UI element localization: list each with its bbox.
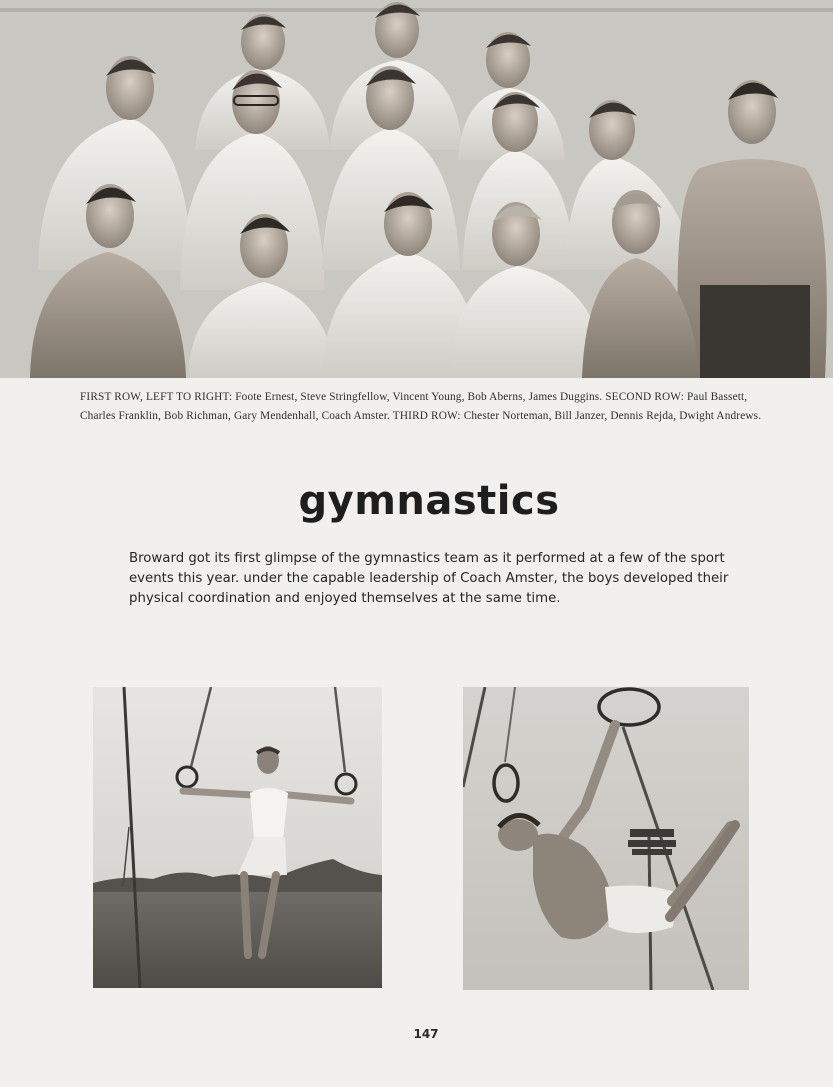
page-number: 147 xyxy=(413,1027,439,1041)
article-body: Broward got its first glimpse of the gymnastics team as it performed at a few of the sport events this year. under the capable leadership of Coach Amster, the boys developed their physical coordination and enjoyed themselves at the same time. xyxy=(129,551,729,606)
rings-cross-photo xyxy=(93,687,382,988)
rings-swing-photo xyxy=(463,687,749,990)
rings-swing-illustration xyxy=(463,687,749,990)
rings-cross-illustration xyxy=(93,687,382,988)
team-photo xyxy=(0,0,833,378)
team-photo-caption: FIRST ROW, LEFT TO RIGHT: Foote Ernest, Steve Stringfellow, Vincent Young, Bob Aberns, James Duggins. SECOND ROW: Paul Bassett, Charles Franklin, Bob Richman, Gary Mendenhall, Coach Amster. THIRD ROW: Chester Norteman, Bill Janzer, Dennis Rejda, Dwight Andrews. xyxy=(80,391,762,422)
page-title: gymnastics xyxy=(298,478,560,524)
team-photo-illustration xyxy=(0,0,833,378)
